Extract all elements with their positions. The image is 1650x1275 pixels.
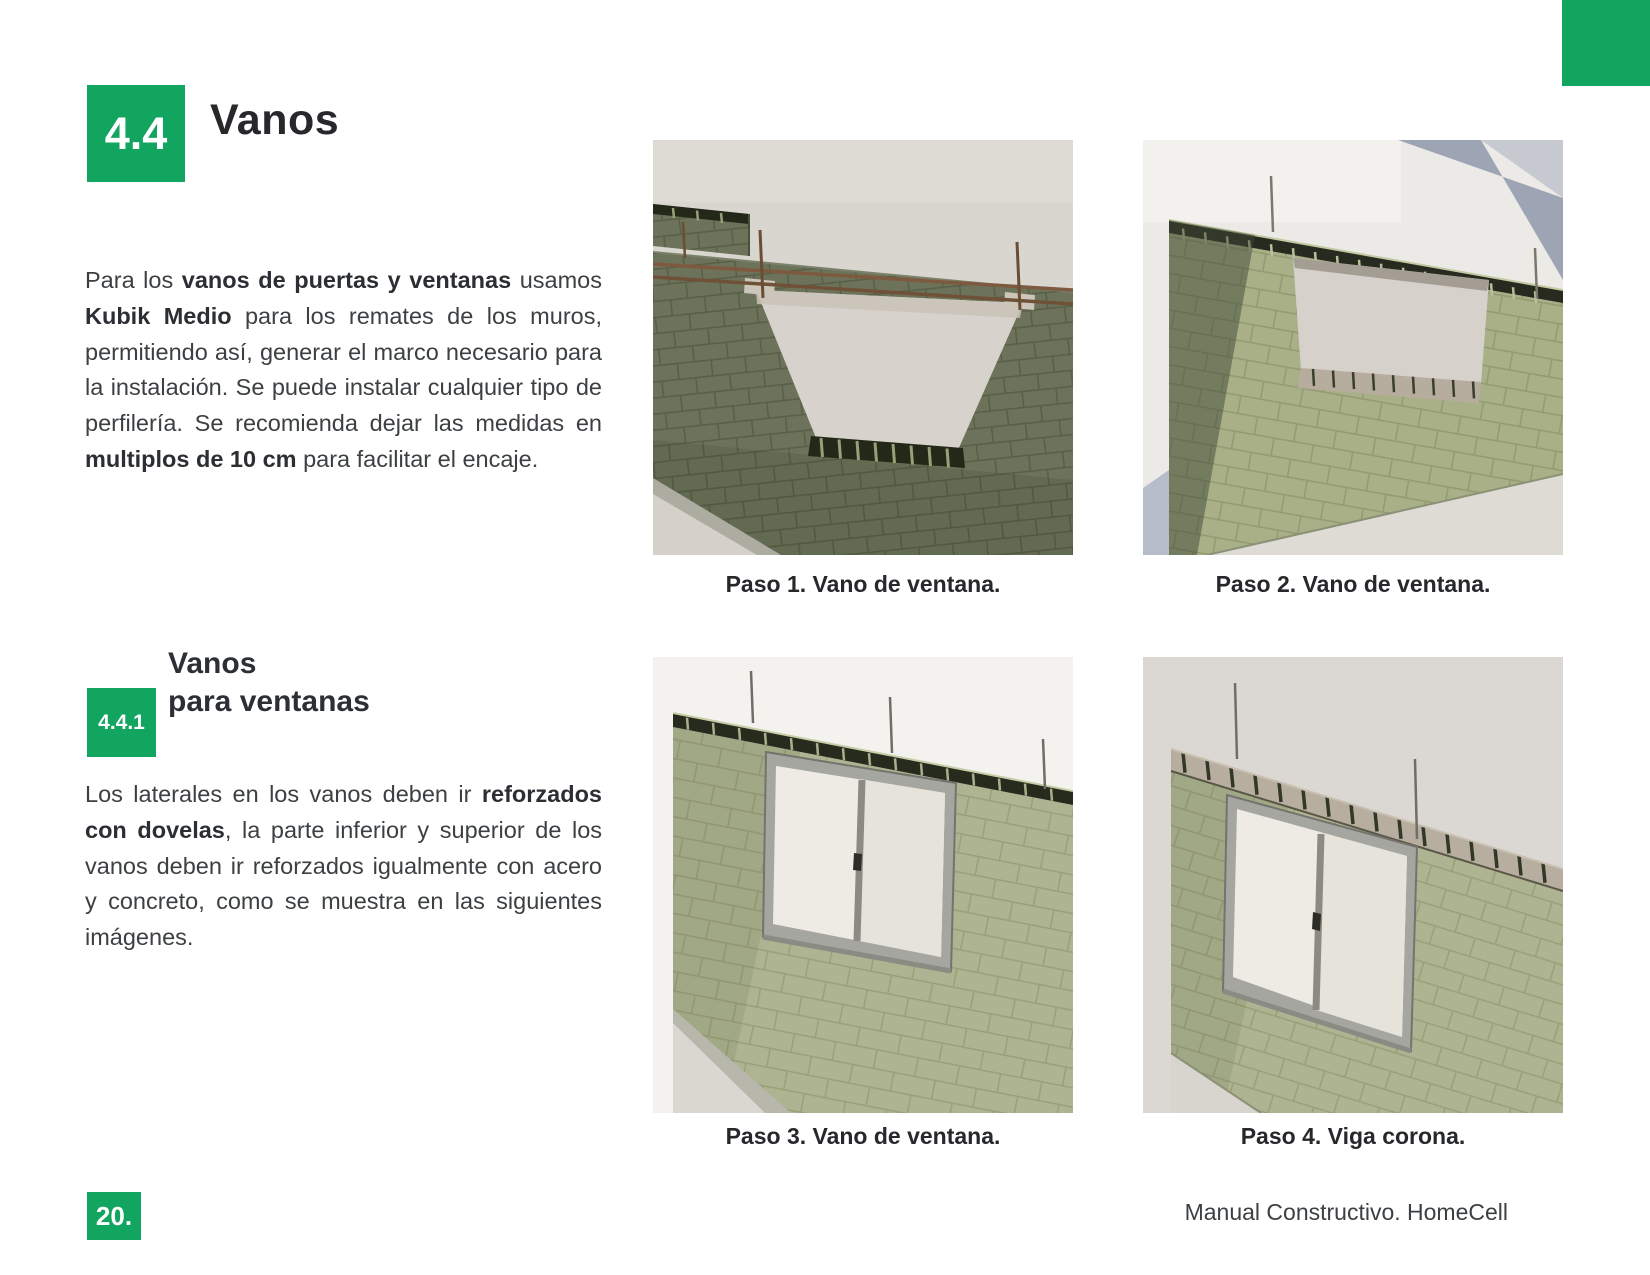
section-number-badge [87,85,185,182]
section-number: 4.4 [104,107,168,159]
corner-accent [1562,0,1650,86]
figure-paso-2 [1143,140,1563,598]
page-number-badge [87,1192,141,1240]
subsection-title-line1: Vanos [168,647,257,680]
subsection-number: 4.4.1 [98,710,145,734]
subsection-number-badge [87,688,156,757]
figure-caption: Paso 3. Vano de ventana. [725,1123,1001,1149]
subsection-title-line2: para ventanas [168,685,370,718]
render-window-opening-rebar-image [653,140,1073,555]
page-number: 20. [95,1200,133,1231]
figure-paso-3 [653,657,1073,1150]
footer-text: Manual Constructivo. HomeCell [1184,1199,1508,1225]
page-title: Vanos [210,96,340,144]
subsection-title [168,645,370,721]
figure-caption: Paso 1. Vano de ventana. [725,571,1001,597]
figure-paso-1 [653,140,1073,598]
section-paragraph: Para los vanos de puertas y ventanas usamos Kubik Medio para los remates de los muros, permitiendo así, generar el marco necesario para la instalación. Se puede instalar cualquier tipo de perfilería. Se recomienda dejar las medidas en multiplos de 10 cm para facilitar el encaje. [85,267,602,472]
render-crown-beam-window-image [1143,657,1563,1113]
render-wall-opening-image [1143,140,1563,555]
subsection-paragraph: Los laterales en los vanos deben ir reforzados con dovelas, la parte inferior y superior de los vanos deben ir reforzados igualmente con acero y concreto, como se muestra en las siguientes imágenes. [85,781,603,951]
figure-caption: Paso 2. Vano de ventana. [1215,571,1491,597]
figure-caption: Paso 4. Viga corona. [1240,1123,1466,1149]
figure-paso-4 [1143,657,1563,1150]
render-installed-window-image [653,657,1073,1113]
